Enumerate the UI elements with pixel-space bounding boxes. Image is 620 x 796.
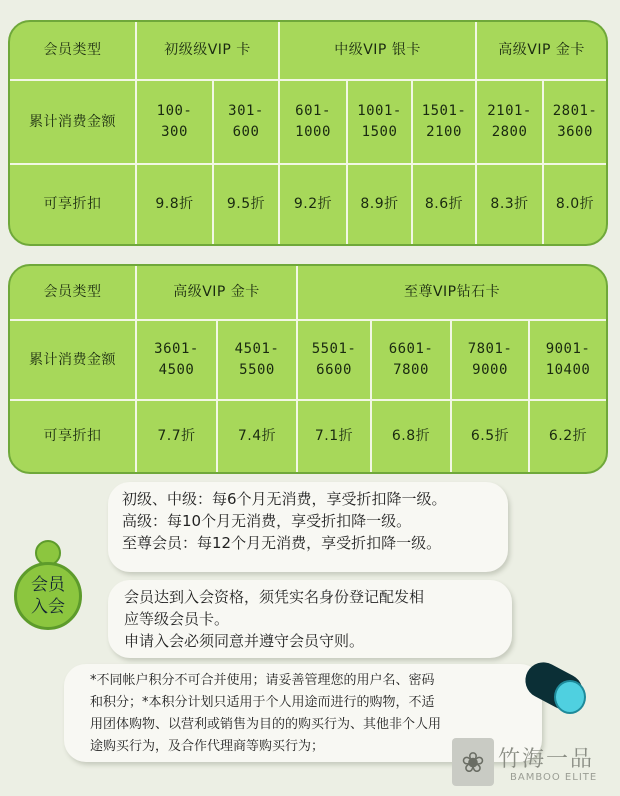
table2-discount-cell: 6.2折 [529,400,606,472]
table1-range-cell: 2101- 2800 [476,80,543,164]
table2-discount-label: 可享折扣 [10,400,136,472]
table1-discount-cell: 8.6折 [412,164,476,244]
table2-amount-label: 累计消费金额 [10,320,136,400]
note-line: 用团体购物、以营利或销售为目的的购买行为、其他非个人用 [90,717,442,732]
join-badge-line1: 会员 [31,575,65,595]
table2-range-cell: 3601- 4500 [136,320,217,400]
table1-header-senior-gold: 高级VIP 金卡 [476,22,606,80]
table2-range-cell: 5501- 6600 [297,320,371,400]
table1-range-cell: 1501- 2100 [412,80,476,164]
rule-line: 初级、中级：每6个月无消费，享受折扣降一级。 [122,490,447,508]
table1-header-junior-vip: 初级级VIP 卡 [136,22,279,80]
join-badge-line2: 入会 [31,597,65,617]
table1-range-cell: 100- 300 [136,80,213,164]
table2-discount-cell: 7.4折 [217,400,297,472]
table2-range-cell: 9001- 10400 [529,320,606,400]
join-line: 会员达到入会资格，须凭实名身份登记配发相 [124,588,425,606]
join-badge [14,562,82,630]
table1-discount-label: 可享折扣 [10,164,136,244]
rule-line: 高级：每10个月无消费，享受折扣降一级。 [122,512,412,530]
table1-range-cell: 601- 1000 [279,80,347,164]
table1-discount-cell: 8.3折 [476,164,543,244]
table1-header-mid-silver: 中级VIP 银卡 [279,22,476,80]
logo-chinese-text: 竹海一品 [498,747,595,772]
note-line: *不同帐户积分不可合并使用；请妥善管理您的用户名、密码 [90,673,435,688]
join-line: 申请入会必须同意并遵守会员守则。 [124,632,365,650]
rule-line: 至尊会员：每12个月无消费，享受折扣降一级。 [122,534,442,552]
table2-range-cell: 7801- 9000 [451,320,529,400]
tube-cap-decoration [554,680,586,714]
table2-discount-cell: 7.7折 [136,400,217,472]
table1-discount-cell: 9.5折 [213,164,279,244]
membership-table-2 [8,264,608,474]
logo-english-text: BAMBOO ELITE [510,772,598,783]
table1-range-cell: 2801- 3600 [543,80,606,164]
table2-range-cell: 6601- 7800 [371,320,451,400]
table1-discount-cell: 8.9折 [347,164,412,244]
table2-header-member-type: 会员类型 [10,266,136,320]
note-line: 途购买行为，及合作代理商等购买行为； [90,739,325,754]
downgrade-rules-box [108,482,508,572]
join-line: 应等级会员卡。 [124,610,230,628]
table1-discount-cell: 8.0折 [543,164,606,244]
note-line: 和积分；*本积分计划只适用于个人用途而进行的购物，不适 [90,695,435,710]
table2-discount-cell: 6.5折 [451,400,529,472]
table2-discount-cell: 7.1折 [297,400,371,472]
table1-range-cell: 301- 600 [213,80,279,164]
table1-amount-label: 累计消费金额 [10,80,136,164]
bamboo-icon: ❀ [452,738,494,786]
table2-header-senior-gold: 高级VIP 金卡 [136,266,297,320]
table1-discount-cell: 9.8折 [136,164,213,244]
table1-header-member-type: 会员类型 [10,22,136,80]
table1-discount-cell: 9.2折 [279,164,347,244]
join-requirements-box [108,580,512,658]
table1-range-cell: 1001- 1500 [347,80,412,164]
brand-logo [452,738,612,792]
table2-range-cell: 4501- 5500 [217,320,297,400]
table2-discount-cell: 6.8折 [371,400,451,472]
table2-header-supreme-diamond: 至尊VIP钻石卡 [297,266,606,320]
membership-table-1 [8,20,608,246]
